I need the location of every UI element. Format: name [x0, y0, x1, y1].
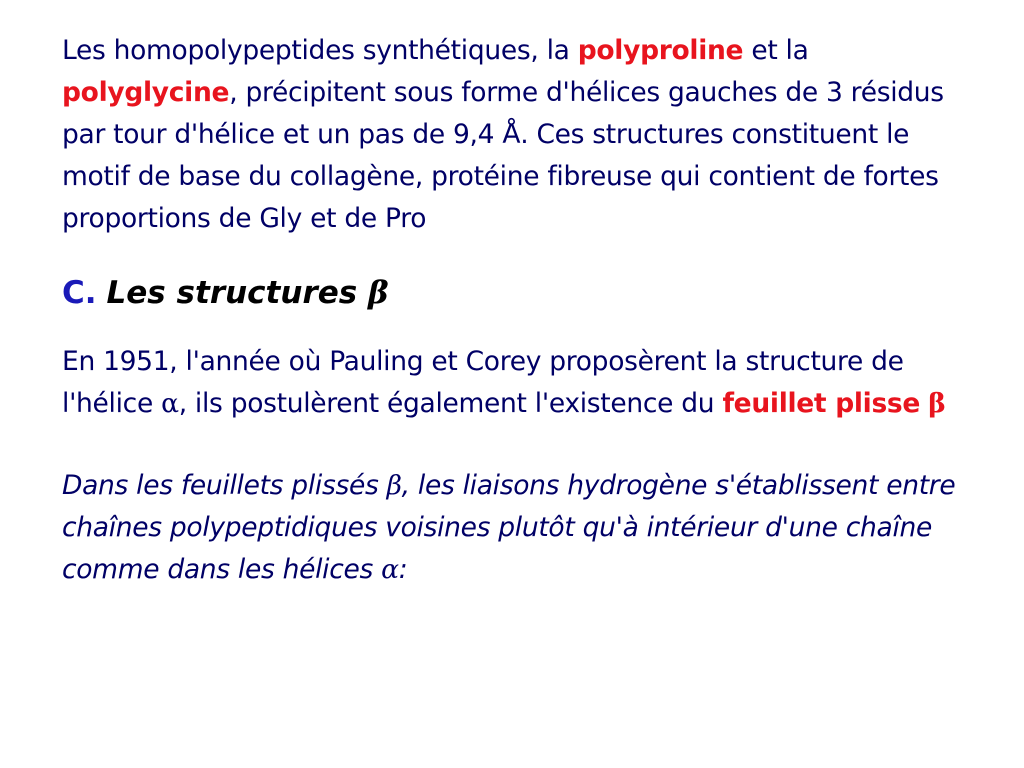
text-segment: En 1951, l'année où Pauling et Corey proposèrent la structure de l'hélice: [62, 346, 904, 419]
alpha-symbol: α: [381, 554, 399, 585]
beta-symbol: β: [928, 388, 946, 419]
section-heading-c: [62, 271, 972, 315]
text-segment: , précipitent sous forme d'hélices gauches de 3 résidus par tour d'hélice et un pas de 9,4 Å. Ces structures constituent le motif de base du collagène, protéine fibreuse qui contient de fortes proportions de Gly et de Pro: [62, 77, 944, 234]
paragraph-polyproline: [62, 30, 972, 240]
text-segment: Les homopolypeptides synthétiques, la: [62, 35, 578, 66]
beta-symbol: β: [368, 275, 389, 311]
paragraph-feuillets: [62, 465, 972, 591]
section-title: Les structures: [106, 275, 369, 311]
section-letter: C.: [62, 275, 97, 311]
paragraph-pauling-corey: [62, 341, 972, 425]
text-segment: Dans les feuillets plissés: [62, 470, 387, 501]
highlight-polyglycine: polyglycine: [62, 77, 230, 108]
alpha-symbol: α: [161, 388, 179, 419]
highlight-polyproline: polyproline: [577, 35, 744, 66]
beta-symbol: β: [386, 470, 402, 501]
text-segment: et la: [743, 35, 809, 66]
text-segment: , ils postulèrent également l'existence du: [178, 388, 723, 419]
slide-content: [62, 30, 972, 591]
text-segment: :: [398, 554, 408, 585]
highlight-feuillet-plisse: feuillet plisse: [722, 388, 921, 419]
text-segment: , les liaisons hydrogène s'établissent entre chaînes polypeptidiques voisines plutôt qu'à intérieur d'une chaîne comme dans les hélices: [62, 470, 956, 585]
